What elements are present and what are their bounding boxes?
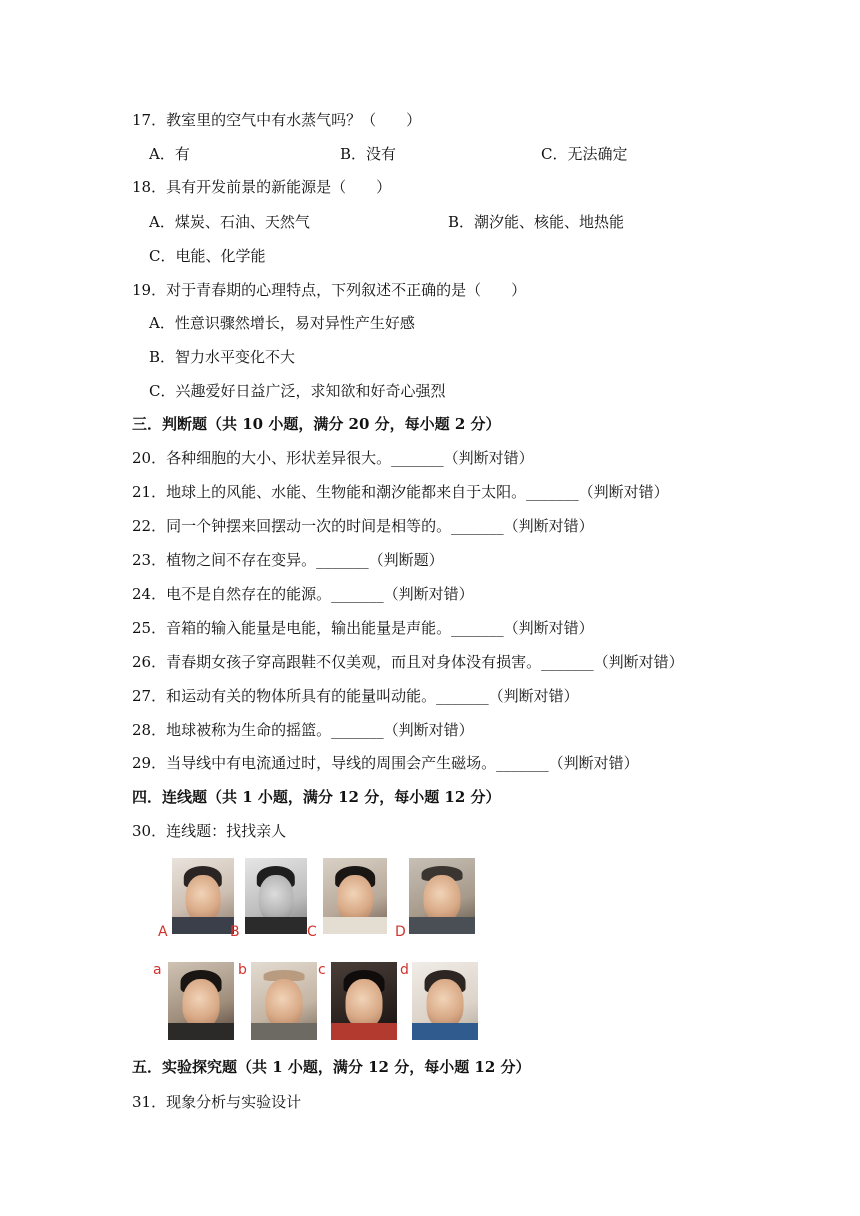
question-18-option-b: B．潮汐能、核能、地热能: [448, 213, 625, 231]
question-23: 23．植物之间不存在变异。_______（判断题）: [132, 551, 444, 569]
question-18-option-c: C．电能、化学能: [149, 247, 266, 265]
question-24: 24．电不是自然存在的能源。_______（判断对错）: [132, 585, 474, 603]
photo-label-d-lower: d: [400, 962, 409, 978]
question-17-option-b: B．没有: [340, 145, 397, 163]
photo-label-c-upper: C: [307, 924, 317, 940]
question-20: 20．各种细胞的大小、形状差异很大。_______（判断对错）: [132, 449, 534, 467]
photo-label-b-lower: b: [238, 962, 247, 978]
question-25: 25．音箱的输入能量是电能，输出能量是声能。_______（判断对错）: [132, 619, 594, 637]
question-27: 27．和运动有关的物体所具有的能量叫动能。_______（判断对错）: [132, 687, 579, 705]
photo-label-b-upper: B: [230, 924, 240, 940]
question-18-option-a: A．煤炭、石油、天然气: [149, 213, 310, 231]
question-17-option-c: C．无法确定: [541, 145, 628, 163]
portrait-photo: [172, 858, 234, 934]
question-19-option-c: C．兴趣爱好日益广泛，求知欲和好奇心强烈: [149, 382, 446, 400]
question-17-stem: 17．教室里的空气中有水蒸气吗？（ ）: [132, 111, 422, 129]
question-19-option-a: A．性意识骤然增长，易对异性产生好感: [149, 314, 415, 332]
question-30: 30．连线题：找找亲人: [132, 822, 287, 840]
portrait-photo: [245, 858, 307, 934]
question-31: 31．现象分析与实验设计: [132, 1093, 302, 1111]
portrait-photo: [412, 962, 478, 1040]
photo-label-d-upper: D: [395, 924, 406, 940]
question-28: 28．地球被称为生命的摇篮。_______（判断对错）: [132, 721, 474, 739]
question-29: 29．当导线中有电流通过时，导线的周围会产生磁场。_______（判断对错）: [132, 754, 639, 772]
photo-label-a-lower: a: [153, 962, 162, 978]
section-5-heading: 五．实验探究题（共 1 小题，满分 12 分，每小题 12 分）: [132, 1058, 531, 1076]
question-18-stem: 18．具有开发前景的新能源是（ ）: [132, 178, 392, 196]
portrait-photo: [331, 962, 397, 1040]
question-19-stem: 19．对于青春期的心理特点，下列叙述不正确的是（ ）: [132, 281, 527, 299]
question-19-option-b: B．智力水平变化不大: [149, 348, 296, 366]
question-21: 21．地球上的风能、水能、生物能和潮汐能都来自于太阳。_______（判断对错）: [132, 483, 669, 501]
question-26: 26．青春期女孩子穿高跟鞋不仅美观，而且对身体没有损害。_______（判断对错）: [132, 653, 684, 671]
portrait-photo: [323, 858, 387, 934]
portrait-photo: [409, 858, 475, 934]
portrait-photo: [251, 962, 317, 1040]
portrait-photo: [168, 962, 234, 1040]
question-17-option-a: A．有: [149, 145, 190, 163]
photo-label-a-upper: A: [158, 924, 168, 940]
section-3-heading: 三．判断题（共 10 小题，满分 20 分，每小题 2 分）: [132, 415, 501, 433]
photo-label-c-lower: c: [318, 962, 326, 978]
section-4-heading: 四．连线题（共 1 小题，满分 12 分，每小题 12 分）: [132, 788, 501, 806]
question-22: 22．同一个钟摆来回摆动一次的时间是相等的。_______（判断对错）: [132, 517, 594, 535]
